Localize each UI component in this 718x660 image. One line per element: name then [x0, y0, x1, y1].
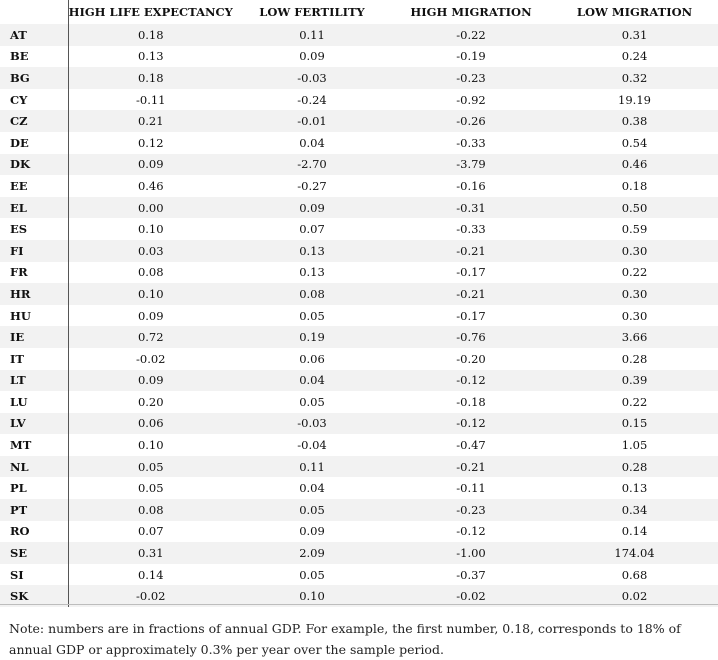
table-row: [0, 67, 718, 89]
cell-high-migration: -0.12: [391, 521, 551, 543]
cell-low-fertility: 0.11: [233, 24, 391, 46]
cell-country: AT: [0, 24, 68, 46]
cell-high-life-expectancy: 0.20: [68, 391, 233, 413]
cell-high-life-expectancy: 0.09: [68, 154, 233, 176]
cell-high-life-expectancy: 0.10: [68, 283, 233, 305]
cell-high-life-expectancy: 0.06: [68, 413, 233, 435]
cell-country: SI: [0, 564, 68, 586]
cell-high-migration: -0.31: [391, 197, 551, 219]
cell-country: NL: [0, 456, 68, 478]
cell-low-migration: 0.31: [551, 24, 718, 46]
cell-high-life-expectancy: 0.05: [68, 456, 233, 478]
header-high-life-expectancy: HIGH LIFE EXPECTANCY: [68, 5, 233, 19]
header-high-migration: HIGH MIGRATION: [410, 5, 532, 19]
cell-low-fertility: -2.70: [233, 154, 391, 176]
cell-low-fertility: 0.05: [233, 499, 391, 521]
cell-low-migration: 174.04: [551, 542, 718, 564]
cell-low-migration: 0.02: [551, 585, 718, 607]
cell-low-fertility: -0.03: [233, 67, 391, 89]
table-row: [0, 370, 718, 392]
cell-country: HU: [0, 305, 68, 327]
cell-low-fertility: -0.27: [233, 175, 391, 197]
cell-high-migration: -0.33: [391, 218, 551, 240]
cell-low-fertility: 0.05: [233, 391, 391, 413]
cell-high-migration: -0.23: [391, 67, 551, 89]
cell-low-migration: 0.22: [551, 262, 718, 284]
cell-high-migration: -3.79: [391, 154, 551, 176]
table-row: [0, 521, 718, 543]
cell-low-migration: 19.19: [551, 89, 718, 111]
cell-low-fertility: 0.13: [233, 262, 391, 284]
cell-country: MT: [0, 434, 68, 456]
cell-high-life-expectancy: 0.13: [68, 46, 233, 68]
cell-low-migration: 0.24: [551, 46, 718, 68]
cell-low-fertility: -0.03: [233, 413, 391, 435]
cell-country: CY: [0, 89, 68, 111]
cell-low-migration: 0.28: [551, 348, 718, 370]
cell-high-life-expectancy: 0.08: [68, 262, 233, 284]
cell-high-life-expectancy: 0.03: [68, 240, 233, 262]
cell-high-migration: -0.21: [391, 456, 551, 478]
cell-high-life-expectancy: 0.18: [68, 24, 233, 46]
cell-high-life-expectancy: 0.14: [68, 564, 233, 586]
cell-low-fertility: 0.08: [233, 283, 391, 305]
cell-low-migration: 0.22: [551, 391, 718, 413]
cell-country: ES: [0, 218, 68, 240]
cell-country: IT: [0, 348, 68, 370]
cell-country: SE: [0, 542, 68, 564]
cell-high-migration: -0.76: [391, 326, 551, 348]
cell-country: SK: [0, 585, 68, 607]
cell-high-migration: -0.11: [391, 477, 551, 499]
table-row: [0, 456, 718, 478]
cell-country: PT: [0, 499, 68, 521]
cell-low-migration: 0.39: [551, 370, 718, 392]
cell-low-fertility: 0.09: [233, 521, 391, 543]
cell-low-migration: 0.54: [551, 132, 718, 154]
cell-high-migration: -0.12: [391, 413, 551, 435]
cell-high-life-expectancy: 0.08: [68, 499, 233, 521]
table-row: [0, 46, 718, 68]
table-row: [0, 218, 718, 240]
cell-low-migration: 0.14: [551, 521, 718, 543]
cell-country: CZ: [0, 110, 68, 132]
cell-high-migration: -0.02: [391, 585, 551, 607]
header-low-migration: LOW MIGRATION: [576, 5, 693, 19]
cell-high-life-expectancy: -0.02: [68, 348, 233, 370]
cell-low-migration: 1.05: [551, 434, 718, 456]
cell-high-life-expectancy: 0.00: [68, 197, 233, 219]
cell-country: LU: [0, 391, 68, 413]
cell-country: LT: [0, 370, 68, 392]
table-header: [0, 0, 718, 24]
table-row: [0, 110, 718, 132]
cell-high-life-expectancy: 0.10: [68, 218, 233, 240]
cell-high-life-expectancy: 0.72: [68, 326, 233, 348]
cell-low-migration: 0.13: [551, 477, 718, 499]
cell-high-migration: -0.47: [391, 434, 551, 456]
cell-low-fertility: 0.04: [233, 132, 391, 154]
cell-high-migration: -0.12: [391, 370, 551, 392]
cell-low-fertility: 0.04: [233, 370, 391, 392]
cell-low-migration: 0.50: [551, 197, 718, 219]
cell-country: DE: [0, 132, 68, 154]
table-row: [0, 89, 718, 111]
cell-low-fertility: 0.05: [233, 564, 391, 586]
table-row: [0, 434, 718, 456]
table-body: [0, 24, 718, 607]
cell-low-migration: 0.15: [551, 413, 718, 435]
cell-low-fertility: 0.09: [233, 46, 391, 68]
cell-low-migration: 3.66: [551, 326, 718, 348]
note-divider: [0, 604, 718, 605]
cell-low-fertility: -0.24: [233, 89, 391, 111]
cell-country: EL: [0, 197, 68, 219]
cell-country: DK: [0, 154, 68, 176]
cell-high-migration: -0.16: [391, 175, 551, 197]
header-corner: [0, 0, 68, 24]
table-row: [0, 391, 718, 413]
cell-low-fertility: 0.09: [233, 197, 391, 219]
cell-high-migration: -0.20: [391, 348, 551, 370]
cell-high-life-expectancy: 0.09: [68, 305, 233, 327]
cell-low-migration: 0.18: [551, 175, 718, 197]
cell-high-life-expectancy: 0.21: [68, 110, 233, 132]
table-row: [0, 542, 718, 564]
cell-low-fertility: 0.07: [233, 218, 391, 240]
cell-high-life-expectancy: 0.18: [68, 67, 233, 89]
cell-low-fertility: 0.11: [233, 456, 391, 478]
cell-country: PL: [0, 477, 68, 499]
table-row: [0, 175, 718, 197]
cell-country: EE: [0, 175, 68, 197]
cell-low-migration: 0.59: [551, 218, 718, 240]
cell-low-fertility: 0.06: [233, 348, 391, 370]
table-row: [0, 413, 718, 435]
table-row: [0, 326, 718, 348]
cell-low-migration: 0.38: [551, 110, 718, 132]
cell-country: FI: [0, 240, 68, 262]
cell-high-migration: -0.21: [391, 240, 551, 262]
cell-high-migration: -0.19: [391, 46, 551, 68]
table-row: [0, 305, 718, 327]
cell-high-migration: -0.22: [391, 24, 551, 46]
table-row: [0, 24, 718, 46]
cell-country: RO: [0, 521, 68, 543]
table-row: [0, 154, 718, 176]
cell-high-migration: -0.92: [391, 89, 551, 111]
cell-high-life-expectancy: 0.10: [68, 434, 233, 456]
cell-low-migration: 0.34: [551, 499, 718, 521]
table-row: [0, 132, 718, 154]
header-low-fertility: LOW FERTILITY: [259, 5, 365, 19]
table-row: [0, 197, 718, 219]
cell-high-migration: -0.17: [391, 262, 551, 284]
cell-low-migration: 0.46: [551, 154, 718, 176]
cell-low-migration: 0.32: [551, 67, 718, 89]
table-note: Note: numbers are in fractions of annual GDP. For example, the first number, 0.18, corresponds to 18% of annual GDP or approximately 0.3% per year over the sample period.: [9, 621, 681, 657]
cell-low-migration: 0.30: [551, 305, 718, 327]
cell-low-fertility: 0.13: [233, 240, 391, 262]
cell-country: BE: [0, 46, 68, 68]
cell-low-migration: 0.30: [551, 240, 718, 262]
cell-high-life-expectancy: 0.12: [68, 132, 233, 154]
cell-low-fertility: 0.04: [233, 477, 391, 499]
cell-high-life-expectancy: 0.31: [68, 542, 233, 564]
cell-high-life-expectancy: -0.02: [68, 585, 233, 607]
cell-high-migration: -0.21: [391, 283, 551, 305]
cell-high-migration: -0.37: [391, 564, 551, 586]
cell-high-migration: -0.26: [391, 110, 551, 132]
cell-high-migration: -1.00: [391, 542, 551, 564]
table-row: [0, 477, 718, 499]
table-row: [0, 240, 718, 262]
cell-high-life-expectancy: 0.07: [68, 521, 233, 543]
table-row: [0, 348, 718, 370]
header-row: [0, 0, 718, 24]
table-row: [0, 283, 718, 305]
cell-high-life-expectancy: 0.09: [68, 370, 233, 392]
cell-high-migration: -0.18: [391, 391, 551, 413]
cell-low-fertility: 0.19: [233, 326, 391, 348]
cell-low-fertility: -0.04: [233, 434, 391, 456]
cell-low-migration: 0.30: [551, 283, 718, 305]
cell-country: LV: [0, 413, 68, 435]
cell-low-fertility: 2.09: [233, 542, 391, 564]
table-row: [0, 499, 718, 521]
cell-high-life-expectancy: 0.46: [68, 175, 233, 197]
cell-high-life-expectancy: 0.05: [68, 477, 233, 499]
table-row: [0, 564, 718, 586]
cell-high-life-expectancy: -0.11: [68, 89, 233, 111]
cell-low-fertility: 0.05: [233, 305, 391, 327]
table-row: [0, 262, 718, 284]
cell-low-fertility: -0.01: [233, 110, 391, 132]
cell-high-migration: -0.17: [391, 305, 551, 327]
cell-high-migration: -0.23: [391, 499, 551, 521]
cell-low-migration: 0.28: [551, 456, 718, 478]
cell-country: HR: [0, 283, 68, 305]
cell-country: IE: [0, 326, 68, 348]
cell-low-migration: 0.68: [551, 564, 718, 586]
cell-low-fertility: 0.10: [233, 585, 391, 607]
cell-country: FR: [0, 262, 68, 284]
cell-high-migration: -0.33: [391, 132, 551, 154]
cell-country: BG: [0, 67, 68, 89]
